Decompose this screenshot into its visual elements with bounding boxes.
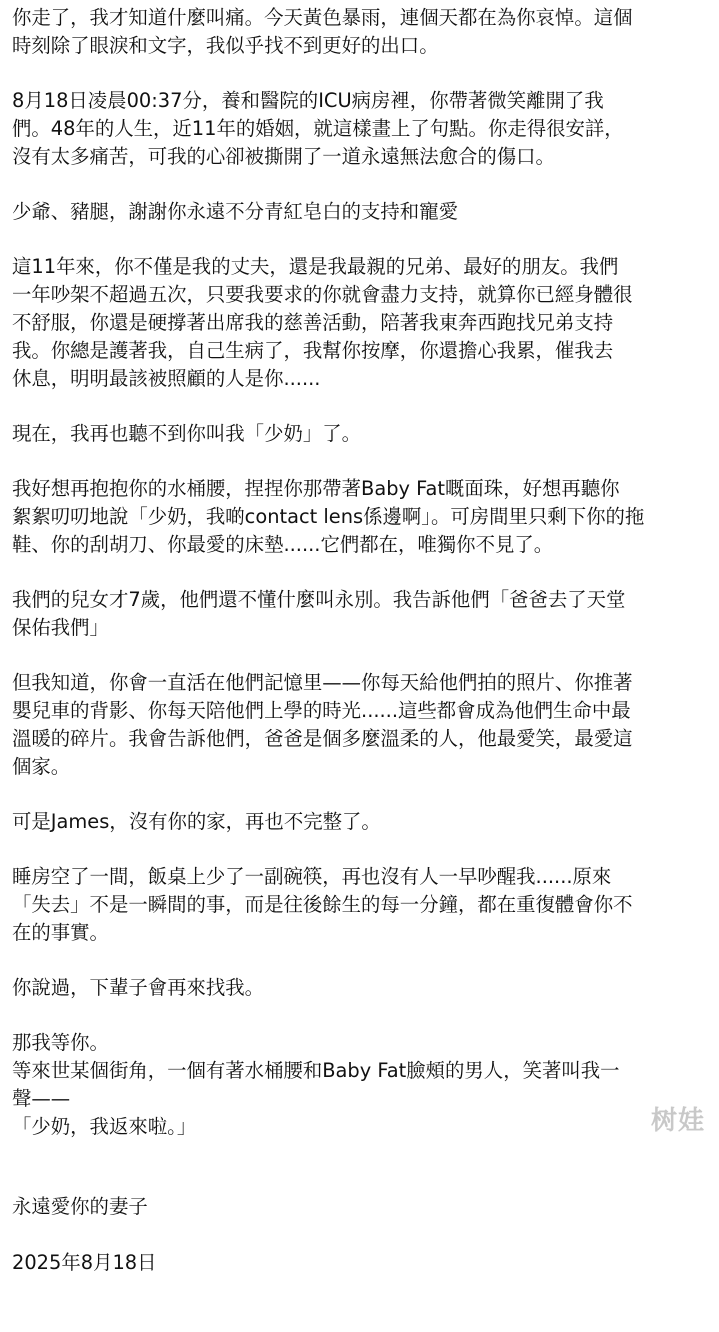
paragraph-12: 那我等你。 等來世某個街角，一個有著水桶腰和Baby Fat臉頰的男人，笑著叫我一 聲—— 「少奶，我返來啦。」	[12, 1031, 620, 1138]
letter-date: 2025年8月18日	[12, 1251, 157, 1274]
paragraph-8: 但我知道，你會一直活在他們記憶里——你每天給他們拍的照片、你推著 嬰兒車的背影、你每天陪他們上學的時光......這些都會成為他們生命中最 溫暖的碎片。我會告訴他們，爸爸是個多麼溫柔的人，他最愛笑，最愛這 個家。	[12, 671, 633, 778]
paragraph-1: 你走了，我才知道什麼叫痛。今天黃色暴雨，連個天都在為你哀悼。這個 時刻除了眼淚和文字，我似乎找不到更好的出口。	[12, 6, 633, 57]
watermark: 树娃	[650, 1106, 705, 1136]
paragraph-11: 你說過，下輩子會再來找我。	[12, 976, 265, 999]
paragraph-9: 可是James，沒有你的家，再也不完整了。	[12, 810, 381, 833]
paragraph-7: 我們的兒女才7歲，他們還不懂什麼叫永別。我告訴他們「爸爸去了天堂 保佑我們」	[12, 588, 626, 639]
signature: 永遠愛你的妻子	[12, 1195, 148, 1218]
paragraph-10: 睡房空了一間，飯桌上少了一副碗筷，再也沒有人一早吵醒我......原來 「失去」不是一瞬間的事，而是往後餘生的每一分鐘，都在重復體會你不 在的事實。	[12, 865, 633, 944]
paragraph-5: 現在，我再也聽不到你叫我「少奶」了。	[12, 422, 362, 445]
paragraph-6: 我好想再抱抱你的水桶腰，捏捏你那帶著Baby Fat嘅面珠，好想再聽你 絮絮叨叨地說「少奶，我啲contact lens係邊啊」。可房間里只剩下你的拖 鞋、你的刮胡刀、你最愛的床墊......它們都在，唯獨你不見了。	[12, 477, 645, 556]
paragraph-2: 8月18日凌晨00:37分，養和醫院的ICU病房裡，你帶著微笑離開了我 們。48年的人生，近11年的婚姻，就這樣畫上了句點。你走得很安詳， 沒有太多痛苦，可我的心卻被撕開了一道永遠無法愈合的傷口。	[12, 89, 624, 168]
paragraph-4: 這11年來，你不僅是我的丈夫，還是我最親的兄弟、最好的朋友。我們 一年吵架不超過五次，只要我要求的你就會盡力支持，就算你已經身體很 不舒服，你還是硬撐著出席我的慈善活動，陪著我東奔西跑找兄弟支持 我。你總是護著我，自己生病了，我幫你按摩，你還擔心我累，催我去 休息，明明最該被照顧的人是你......	[12, 255, 633, 390]
letter-closing	[12, 1165, 711, 1305]
paragraph-3: 少爺、豬腿，謝謝你永遠不分青紅皂白的支持和寵愛	[12, 200, 458, 223]
letter-body	[12, 4, 711, 1332]
